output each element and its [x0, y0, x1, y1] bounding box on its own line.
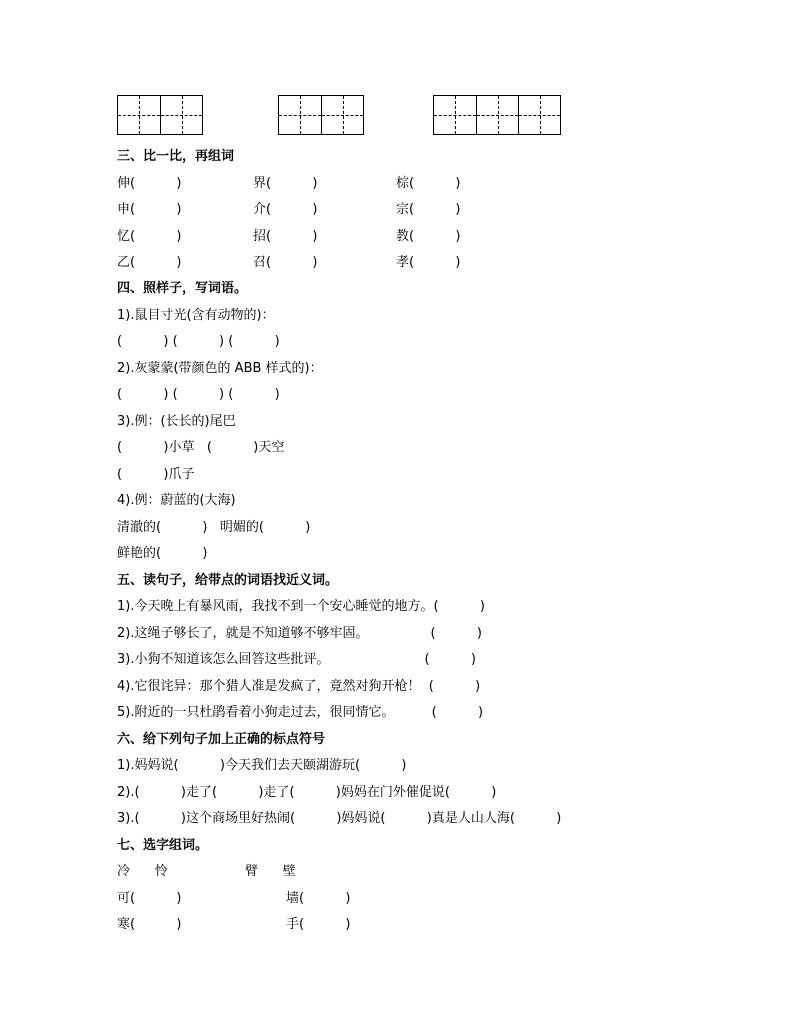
s4-q3: 3).例：(长长的)尾巴	[117, 414, 236, 429]
s3-r2-c3: 宗( )	[396, 202, 461, 217]
writing-grid-2	[278, 95, 364, 135]
s3-r2-c1: 申( )	[117, 202, 182, 217]
s3-r1-c1: 伸( )	[117, 176, 182, 191]
s5-item-3: 3).小狗不知道该怎么回答这些批评。 ( )	[117, 652, 476, 667]
section4-title: 四、照样子，写词语。	[117, 281, 248, 296]
s7-chars-right: 臂 壁	[245, 864, 296, 879]
s6-item-1: 1).妈妈说( )今天我们去天颐湖游玩( )	[117, 758, 407, 773]
s4-q2-blanks: ( ) ( ) ( )	[117, 387, 280, 402]
section6-title: 六、给下列句子加上正确的标点符号	[117, 732, 326, 747]
s7-right-1: 墙( )	[286, 891, 351, 906]
s5-item-2: 2).这绳子够长了，就是不知道够不够牢固。 ( )	[117, 626, 482, 641]
grid-cell	[518, 96, 560, 134]
s5-item-1: 1).今天晚上有暴风雨，我找不到一个安心睡觉的地方。( )	[117, 599, 485, 614]
s4-q1: 1).鼠目寸光(含有动物的)：	[117, 308, 275, 323]
grid-cell	[434, 96, 476, 134]
s3-r1-c2: 界( )	[253, 176, 318, 191]
s4-q2: 2).灰蒙蒙(带颜色的 ABB 样式的)：	[117, 361, 323, 376]
s7-right-2: 手( )	[286, 917, 351, 932]
s4-q3-line1: ( )小草 ( )天空	[117, 440, 285, 455]
section7-title: 七、选字组词。	[117, 838, 209, 853]
section3-title: 三、比一比，再组词	[117, 149, 235, 164]
s7-left-1: 可( )	[117, 891, 182, 906]
grid-cell	[118, 96, 160, 134]
s4-q1-blanks: ( ) ( ) ( )	[117, 334, 280, 349]
s4-q4: 4).例：蔚蓝的(大海)	[117, 493, 236, 508]
writing-grid-3	[433, 95, 561, 135]
s6-item-3: 3).( )这个商场里好热闹( )妈妈说( )真是人山人海( )	[117, 811, 562, 826]
s7-left-2: 寒( )	[117, 917, 182, 932]
s4-q4-line2: 鲜艳的( )	[117, 546, 208, 561]
s3-r3-c3: 教( )	[396, 229, 461, 244]
s5-item-4: 4).它很诧异：那个猎人准是发疯了，竟然对狗开枪！ ( )	[117, 679, 481, 694]
grid-cell	[279, 96, 321, 134]
s3-r1-c3: 棕( )	[396, 176, 461, 191]
writing-grid-1	[117, 95, 203, 135]
grid-cell	[321, 96, 363, 134]
s3-r4-c2: 召( )	[253, 255, 318, 270]
s3-r3-c2: 招( )	[253, 229, 318, 244]
s6-item-2: 2).( )走了( )走了( )妈妈在门外催促说( )	[117, 785, 497, 800]
s4-q4-line1: 清澈的( ) 明媚的( )	[117, 520, 311, 535]
s5-item-5: 5).附近的一只杜鹃看着小狗走过去，很同情它。 ( )	[117, 705, 484, 720]
grid-cell	[476, 96, 518, 134]
s4-q3-line2: ( )爪子	[117, 467, 195, 482]
section5-title: 五、读句子，给带点的词语找近义词。	[117, 573, 339, 588]
s3-r2-c2: 介( )	[253, 202, 318, 217]
s3-r4-c3: 孝( )	[396, 255, 461, 270]
s3-r3-c1: 忆( )	[117, 229, 182, 244]
grid-cell	[160, 96, 202, 134]
s7-chars-left: 冷 怜	[117, 864, 168, 879]
s3-r4-c1: 乙( )	[117, 255, 182, 270]
